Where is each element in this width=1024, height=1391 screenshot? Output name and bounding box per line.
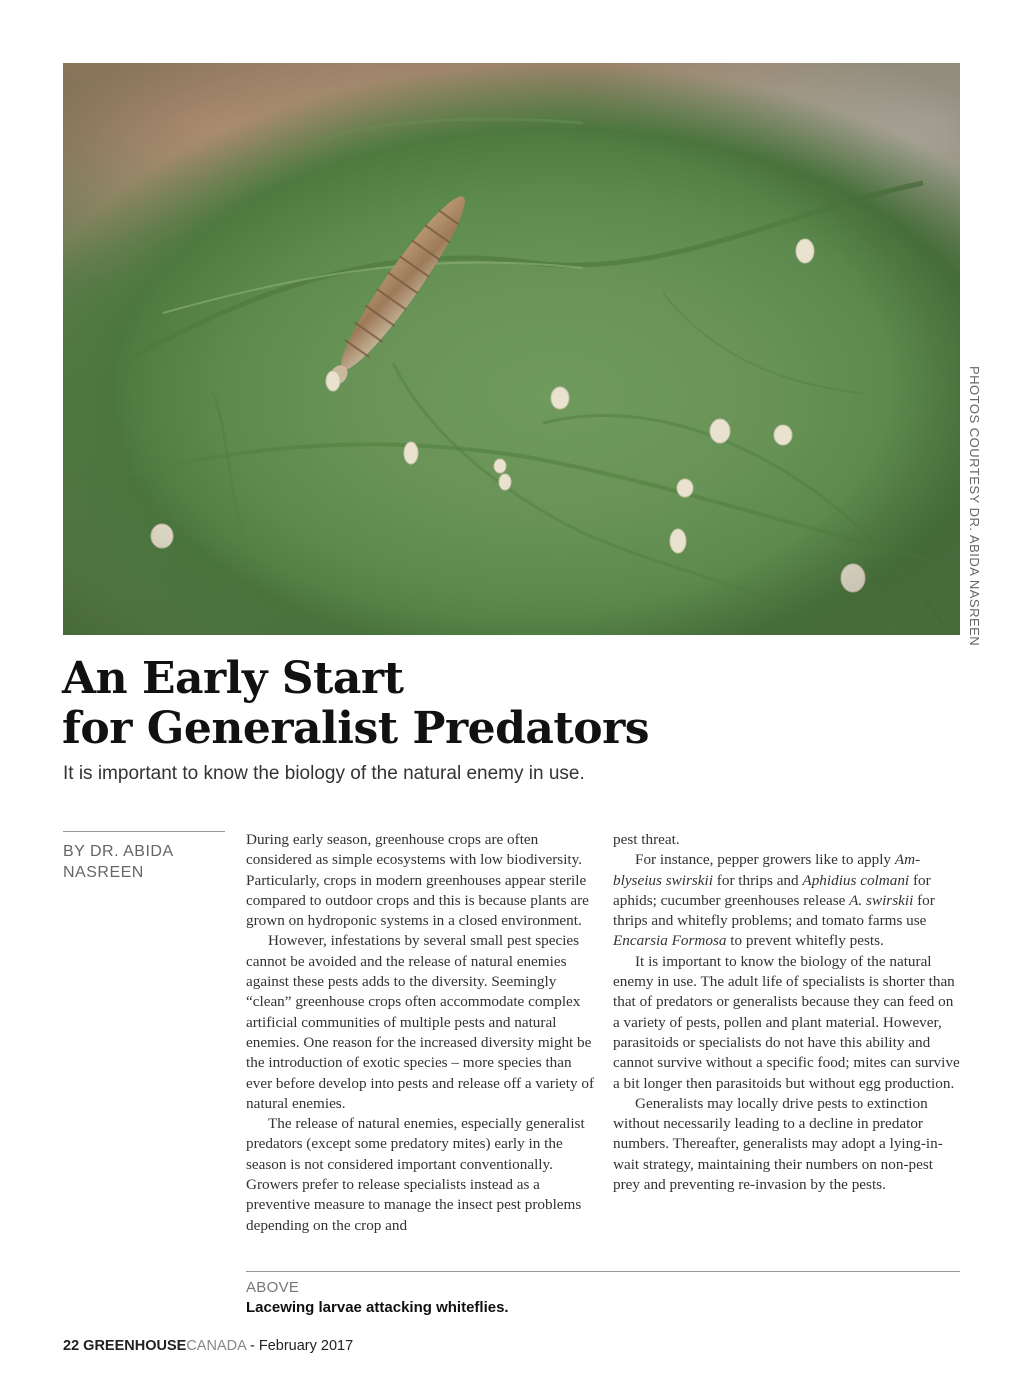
body-column-1 bbox=[246, 830, 598, 1236]
caption-rule bbox=[246, 1271, 960, 1272]
page-folio bbox=[63, 1338, 353, 1354]
species-name: Aphidius colmani bbox=[802, 871, 910, 889]
hero-photo bbox=[63, 63, 960, 635]
paragraph: The release of natural enemies, especially generalist predators (except some predatory mites) early in the season is not considered important conventionally. Growers prefer to release specialists instead as a preventive measure to manage the insect pest problems depending on the crop and bbox=[246, 1115, 585, 1234]
photo-credit: PHOTOS COURTESY DR. ABIDA NASREEN bbox=[967, 366, 982, 647]
text-run: for thrips and bbox=[713, 871, 803, 889]
byline bbox=[63, 841, 213, 883]
byline-line-2: NASREEN bbox=[63, 864, 144, 881]
caption-label: ABOVE bbox=[246, 1279, 300, 1296]
article-deck: It is important to know the biology of the natural enemy in use. bbox=[63, 763, 585, 784]
byline-rule bbox=[63, 831, 225, 832]
species-name: A. swirskii bbox=[849, 891, 914, 909]
species-name: Encarsia Formosa bbox=[613, 932, 727, 950]
caption-text: Lacewing larvae attacking whiteflies. bbox=[246, 1299, 509, 1316]
species-name: Amblyseius swirskii bbox=[613, 851, 921, 889]
paragraph: However, infestations by several small pest species cannot be avoided and the release of natural enemies against these pests adds to the diversity. Seemingly “clean” greenhouse crops often accommodate complex artificial communities of multiple pests and natural enemies. One reason for the increased diversity might be the introduction of exotic species – more species than ever before develop into pests and release off a variety of natural enemies. bbox=[246, 932, 595, 1112]
text-run: to prevent whitefly pests. bbox=[726, 932, 884, 950]
paragraph: During early season, greenhouse crops are often considered as simple ecosystems with low biodiversity. Particularly, crops in modern greenhouses appear sterile compared to outdoor crops and this is because plants are grown on hydroponic systems in a closed environment. bbox=[246, 831, 589, 930]
text-run: For instance, pepper growers like to apply bbox=[635, 851, 895, 869]
body-column-2 bbox=[613, 830, 963, 1195]
paragraph: pest threat. bbox=[613, 831, 680, 848]
text-run: for thrips and whitefly problems; and tomato farms use bbox=[613, 891, 935, 930]
title-line-2: for Generalist Predators bbox=[62, 703, 650, 754]
magazine-name: GREENHOUSE bbox=[83, 1338, 187, 1354]
magazine-name-suffix: CANADA bbox=[186, 1338, 246, 1354]
text-run: for aphids; cucumber greenhouses release bbox=[613, 871, 931, 909]
paragraph: Generalists may locally drive pests to extinction without necessarily leading to a decline in predator numbers. Thereafter, generalists may adopt a lying-in-wait strategy, maintaining their numbers on non-pest prey and preventing re-invasion by the pests. bbox=[613, 1094, 943, 1194]
byline-line-1: BY DR. ABIDA bbox=[63, 843, 174, 860]
issue-date: - February 2017 bbox=[249, 1338, 354, 1354]
leaf-illustration bbox=[63, 63, 960, 635]
paragraph bbox=[613, 850, 963, 951]
title-line-1: An Early Start bbox=[62, 653, 404, 704]
paragraph: It is important to know the biology of the natural enemy in use. The adult life of specialists is shorter than that of predators or generalists because they can feed on a variety of pests, pollen and plant material. However, parasitoids or specialists do not have this ability and cannot survive without a specific food; mites can survive a bit longer then parasitoids but without egg production. bbox=[613, 952, 960, 1092]
page-number: 22 bbox=[63, 1338, 80, 1354]
article-title bbox=[62, 654, 942, 754]
